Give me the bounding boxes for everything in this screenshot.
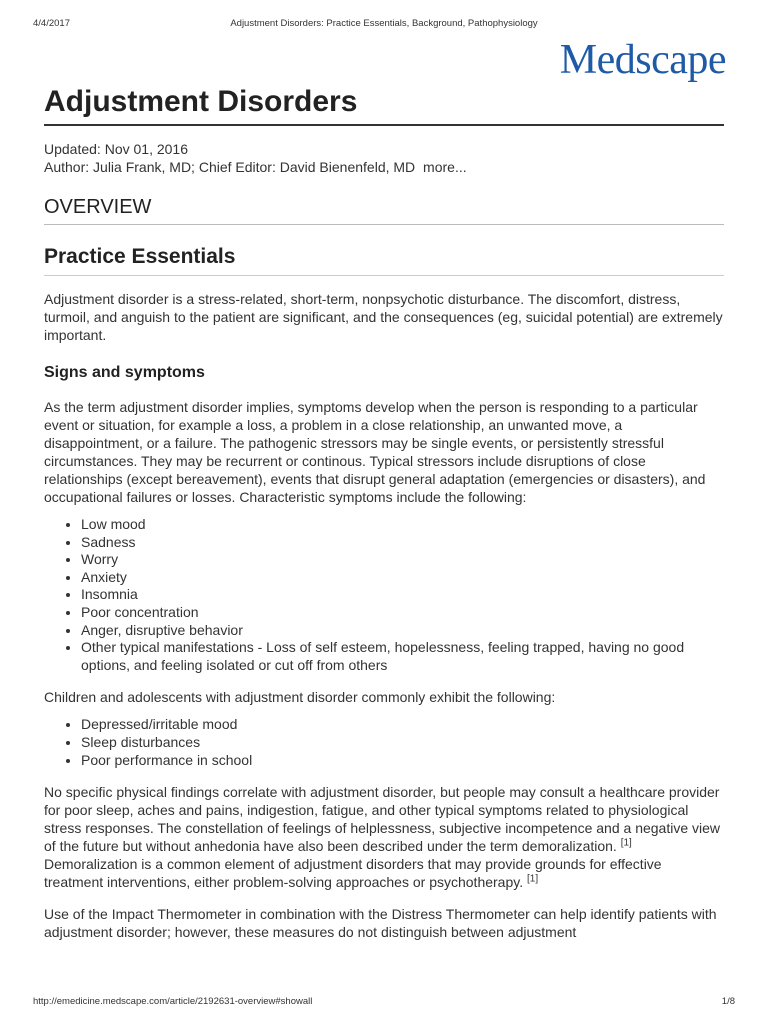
more-authors-link[interactable]: more... <box>423 159 467 175</box>
list-item: • Other typical manifestations - Loss of self esteem, hopelessness, feeling trapped, having no good options, and feeling isolated or cut off from others <box>81 639 724 674</box>
logo-scape: scape <box>635 37 726 83</box>
updated-date: Updated: Nov 01, 2016 <box>44 141 188 157</box>
list-item: • Sleep disturbances <box>81 734 724 752</box>
physical-text-1: No specific physical findings correlate with adjustment disorder, but people may consult a healthcare provider for poor sleep, aches and pains, indigestion, fatigue, and other typical symptoms related to physiological stress responses. The constellation of feelings of helplessness, subjective incompetence and a negative view of the future but without anhedonia have also been described under the term demoralization. <box>44 784 721 855</box>
print-doc-title: Adjustment Disorders: Practice Essentials, Background, Pathophysiology <box>230 18 538 29</box>
children-symptoms-list <box>44 716 724 769</box>
author-text: Author: Julia Frank, MD; Chief Editor: David Bienenfeld, MD <box>44 159 416 175</box>
list-item: • Worry <box>81 551 724 569</box>
print-footer <box>33 996 735 1010</box>
list-item: • Insomnia <box>81 586 724 604</box>
signs-paragraph: As the term adjustment disorder implies, symptoms develop when the person is responding to a particular event or situation, for example a loss, a problem in a close relationship, an unwanted move, a disappointment, or a failure. The pathogenic stressors may be single events, or persistently stressful circumstances. They may be recurrent or continous. Typical stressors include disruptions of close relationships (except bereavement), events that disrupt general adaptation (emergencies or disasters), and occupational failures or losses. Characteristic symptoms include the following: <box>44 399 706 505</box>
page-url: http://emedicine.medscape.com/article/2192631-overview#showall <box>33 996 313 1007</box>
reference-link[interactable]: [1] <box>620 837 632 849</box>
impact-thermometer-paragraph: Use of the Impact Thermometer in combination with the Distress Thermometer can help identify patients with adjustment disorder; however, these measures do not distinguish between adjustment <box>44 906 717 941</box>
overview-section-heading: OVERVIEW <box>44 194 724 225</box>
author-line <box>44 158 724 176</box>
list-item: • Poor concentration <box>81 604 724 622</box>
symptoms-list <box>44 516 724 674</box>
list-item: • Low mood <box>81 516 724 534</box>
physical-text-2: Demoralization is a common element of adjustment disorders that may provide grounds for effective treatment interventions, either problem-solving approaches or psychotherapy. <box>44 856 662 891</box>
page-title: Adjustment Disorders <box>44 84 724 126</box>
print-header <box>33 18 735 32</box>
medscape-logo[interactable] <box>560 36 726 84</box>
children-paragraph: Children and adolescents with adjustment disorder commonly exhibit the following: <box>44 689 556 706</box>
page-number: 1/8 <box>721 996 735 1007</box>
list-item: • Poor performance in school <box>81 752 724 770</box>
list-item: • Depressed/irritable mood <box>81 716 724 734</box>
reference-link[interactable]: [1] <box>527 873 539 885</box>
logo-med: Med <box>559 37 636 83</box>
physical-findings-paragraph <box>44 783 724 891</box>
list-item: • Anxiety <box>81 569 724 587</box>
article-meta <box>44 140 724 176</box>
practice-essentials-heading: Practice Essentials <box>44 243 724 276</box>
list-item: • Sadness <box>81 534 724 552</box>
intro-paragraph: Adjustment disorder is a stress-related, short-term, nonpsychotic disturbance. The discomfort, distress, turmoil, and anguish to the patient are significant, and the consequences (eg, suicidal potential) are extremely important. <box>44 291 723 343</box>
signs-symptoms-heading: Signs and symptoms <box>44 364 205 381</box>
article-content <box>44 84 724 941</box>
print-date: 4/4/2017 <box>33 18 70 29</box>
list-item: • Anger, disruptive behavior <box>81 622 724 640</box>
